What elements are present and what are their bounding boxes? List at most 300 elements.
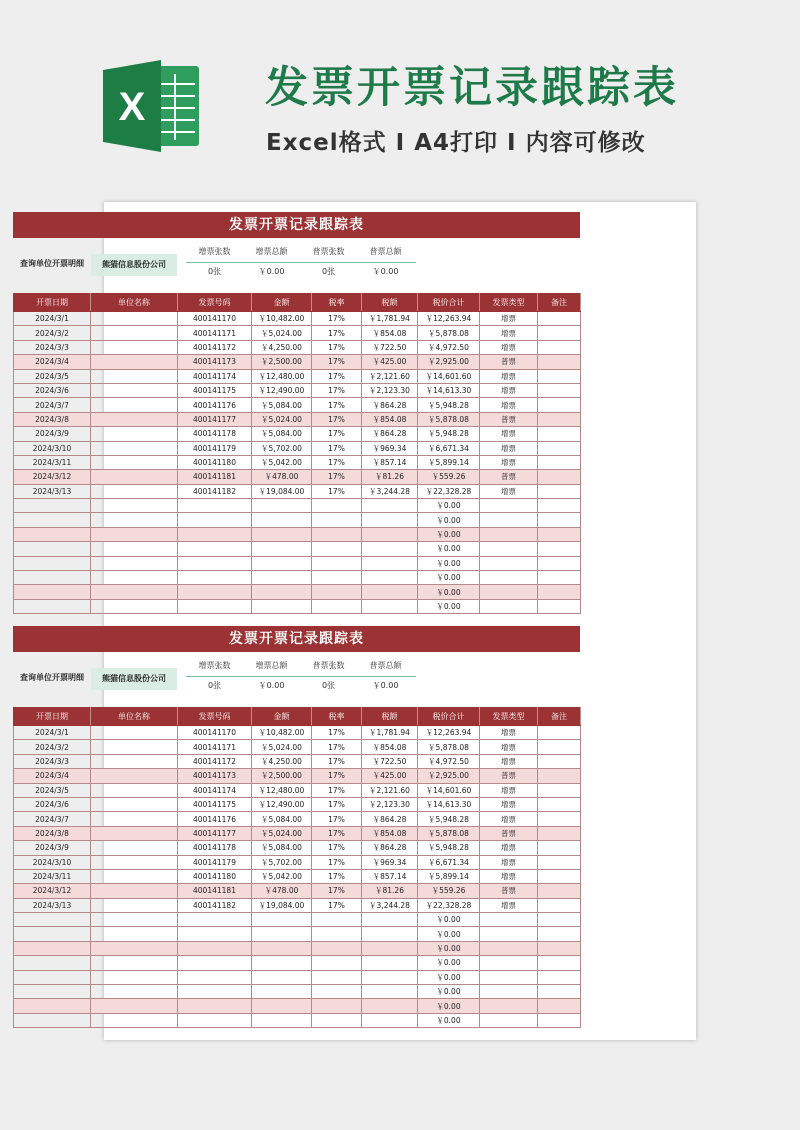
- table-cell[interactable]: [91, 556, 178, 570]
- table-cell[interactable]: ￥5,948.28: [418, 427, 480, 441]
- table-cell[interactable]: ￥81.26: [362, 470, 418, 484]
- table-cell[interactable]: [14, 571, 91, 585]
- table-cell[interactable]: [538, 571, 581, 585]
- table-cell[interactable]: 2024/3/11: [14, 455, 91, 469]
- table-cell[interactable]: 增票: [480, 312, 538, 326]
- table-cell[interactable]: 400141175: [178, 797, 252, 811]
- table-cell[interactable]: [91, 812, 178, 826]
- table-cell[interactable]: [91, 455, 178, 469]
- table-cell[interactable]: [14, 499, 91, 513]
- table-cell[interactable]: [178, 542, 252, 556]
- table-cell[interactable]: [14, 542, 91, 556]
- table-cell[interactable]: [91, 754, 178, 768]
- table-cell[interactable]: [480, 599, 538, 613]
- table-cell[interactable]: 2024/3/5: [14, 369, 91, 383]
- table-cell[interactable]: [178, 913, 252, 927]
- table-cell[interactable]: [312, 985, 362, 999]
- table-cell[interactable]: ￥5,899.14: [418, 869, 480, 883]
- table-cell[interactable]: 17%: [312, 898, 362, 912]
- table-cell[interactable]: [252, 542, 312, 556]
- table-cell[interactable]: [252, 599, 312, 613]
- table-cell[interactable]: 400141174: [178, 783, 252, 797]
- table-cell[interactable]: [91, 312, 178, 326]
- table-cell[interactable]: ￥14,613.30: [418, 383, 480, 397]
- table-cell[interactable]: [538, 326, 581, 340]
- table-cell[interactable]: 400141179: [178, 855, 252, 869]
- table-cell[interactable]: [91, 841, 178, 855]
- table-cell[interactable]: [252, 585, 312, 599]
- table-cell[interactable]: ￥1,781.94: [362, 312, 418, 326]
- table-cell[interactable]: [178, 941, 252, 955]
- table-cell[interactable]: [538, 855, 581, 869]
- table-cell[interactable]: [538, 841, 581, 855]
- table-cell[interactable]: ￥722.50: [362, 754, 418, 768]
- table-cell[interactable]: ￥5,948.28: [418, 812, 480, 826]
- table-cell[interactable]: 400141171: [178, 326, 252, 340]
- table-cell[interactable]: 增票: [480, 326, 538, 340]
- table-cell[interactable]: [91, 383, 178, 397]
- table-cell[interactable]: 400141181: [178, 884, 252, 898]
- table-cell[interactable]: [538, 1013, 581, 1027]
- table-cell[interactable]: [252, 956, 312, 970]
- table-cell[interactable]: 17%: [312, 355, 362, 369]
- table-cell[interactable]: 17%: [312, 884, 362, 898]
- table-cell[interactable]: 17%: [312, 312, 362, 326]
- table-cell[interactable]: [362, 499, 418, 513]
- table-cell[interactable]: ￥6,671.34: [418, 855, 480, 869]
- table-cell[interactable]: [178, 571, 252, 585]
- table-cell[interactable]: ￥5,948.28: [418, 841, 480, 855]
- table-cell[interactable]: 2024/3/2: [14, 740, 91, 754]
- table-cell[interactable]: 400141173: [178, 769, 252, 783]
- table-cell[interactable]: 17%: [312, 398, 362, 412]
- table-cell[interactable]: 400141180: [178, 869, 252, 883]
- table-cell[interactable]: 400141179: [178, 441, 252, 455]
- table-cell[interactable]: ￥0.00: [418, 585, 480, 599]
- table-cell[interactable]: ￥854.08: [362, 326, 418, 340]
- table-cell[interactable]: ￥5,024.00: [252, 412, 312, 426]
- table-cell[interactable]: 增票: [480, 797, 538, 811]
- table-cell[interactable]: ￥969.34: [362, 855, 418, 869]
- table-cell[interactable]: [91, 441, 178, 455]
- table-cell[interactable]: ￥81.26: [362, 884, 418, 898]
- table-cell[interactable]: ￥2,500.00: [252, 355, 312, 369]
- table-cell[interactable]: [91, 999, 178, 1013]
- table-cell[interactable]: ￥478.00: [252, 884, 312, 898]
- table-cell[interactable]: [91, 484, 178, 498]
- table-cell[interactable]: ￥722.50: [362, 340, 418, 354]
- table-cell[interactable]: 400141181: [178, 470, 252, 484]
- table-cell[interactable]: ￥5,702.00: [252, 855, 312, 869]
- table-cell[interactable]: ￥854.08: [362, 740, 418, 754]
- table-cell[interactable]: [91, 369, 178, 383]
- table-cell[interactable]: [178, 1013, 252, 1027]
- table-cell[interactable]: 400141171: [178, 740, 252, 754]
- table-cell[interactable]: [91, 571, 178, 585]
- table-cell[interactable]: ￥22,328.28: [418, 898, 480, 912]
- table-cell[interactable]: ￥12,490.00: [252, 797, 312, 811]
- table-cell[interactable]: [538, 585, 581, 599]
- table-cell[interactable]: [362, 556, 418, 570]
- table-cell[interactable]: [362, 999, 418, 1013]
- table-cell[interactable]: [91, 326, 178, 340]
- table-cell[interactable]: [538, 769, 581, 783]
- table-cell[interactable]: 普票: [480, 355, 538, 369]
- table-cell[interactable]: [91, 985, 178, 999]
- table-cell[interactable]: 400141178: [178, 427, 252, 441]
- table-cell[interactable]: [252, 970, 312, 984]
- table-cell[interactable]: 增票: [480, 484, 538, 498]
- table-cell[interactable]: [252, 941, 312, 955]
- table-cell[interactable]: 400141178: [178, 841, 252, 855]
- table-cell[interactable]: [362, 599, 418, 613]
- table-cell[interactable]: [91, 427, 178, 441]
- table-cell[interactable]: ￥5,878.08: [418, 826, 480, 840]
- table-cell[interactable]: [91, 740, 178, 754]
- table-cell[interactable]: [538, 999, 581, 1013]
- table-cell[interactable]: 2024/3/2: [14, 326, 91, 340]
- table-cell[interactable]: [252, 999, 312, 1013]
- table-cell[interactable]: ￥969.34: [362, 441, 418, 455]
- table-cell[interactable]: [480, 585, 538, 599]
- table-cell[interactable]: [480, 556, 538, 570]
- table-cell[interactable]: 普票: [480, 884, 538, 898]
- table-cell[interactable]: 17%: [312, 783, 362, 797]
- table-cell[interactable]: [312, 513, 362, 527]
- table-cell[interactable]: ￥4,250.00: [252, 754, 312, 768]
- table-cell[interactable]: [91, 797, 178, 811]
- table-cell[interactable]: [312, 941, 362, 955]
- table-cell[interactable]: [312, 999, 362, 1013]
- table-cell[interactable]: [538, 783, 581, 797]
- table-cell[interactable]: ￥3,244.28: [362, 484, 418, 498]
- table-cell[interactable]: 17%: [312, 841, 362, 855]
- table-cell[interactable]: [178, 599, 252, 613]
- table-cell[interactable]: ￥5,042.00: [252, 869, 312, 883]
- table-cell[interactable]: [178, 585, 252, 599]
- table-cell[interactable]: [91, 513, 178, 527]
- table-cell[interactable]: ￥2,925.00: [418, 769, 480, 783]
- table-cell[interactable]: 增票: [480, 398, 538, 412]
- table-cell[interactable]: 2024/3/1: [14, 312, 91, 326]
- table-cell[interactable]: [91, 913, 178, 927]
- table-cell[interactable]: [312, 927, 362, 941]
- table-cell[interactable]: 17%: [312, 326, 362, 340]
- company-field[interactable]: 熊猫信息股份公司: [91, 668, 177, 690]
- table-cell[interactable]: 2024/3/8: [14, 826, 91, 840]
- table-cell[interactable]: 400141172: [178, 754, 252, 768]
- table-cell[interactable]: ￥5,084.00: [252, 841, 312, 855]
- table-cell[interactable]: [91, 769, 178, 783]
- table-cell[interactable]: [480, 513, 538, 527]
- table-cell[interactable]: [538, 484, 581, 498]
- table-cell[interactable]: ￥0.00: [418, 927, 480, 941]
- table-cell[interactable]: [91, 499, 178, 513]
- table-cell[interactable]: ￥4,972.50: [418, 754, 480, 768]
- table-cell[interactable]: 2024/3/1: [14, 726, 91, 740]
- table-cell[interactable]: [312, 599, 362, 613]
- table-cell[interactable]: ￥2,121.60: [362, 783, 418, 797]
- table-cell[interactable]: 2024/3/7: [14, 812, 91, 826]
- table-cell[interactable]: ￥19,084.00: [252, 898, 312, 912]
- table-cell[interactable]: ￥0.00: [418, 542, 480, 556]
- table-cell[interactable]: 2024/3/13: [14, 898, 91, 912]
- table-cell[interactable]: [252, 913, 312, 927]
- table-cell[interactable]: [91, 884, 178, 898]
- table-cell[interactable]: 17%: [312, 455, 362, 469]
- table-cell[interactable]: [538, 383, 581, 397]
- table-cell[interactable]: [91, 869, 178, 883]
- table-cell[interactable]: ￥0.00: [418, 970, 480, 984]
- table-cell[interactable]: ￥425.00: [362, 769, 418, 783]
- table-cell[interactable]: [14, 985, 91, 999]
- table-cell[interactable]: 增票: [480, 383, 538, 397]
- table-cell[interactable]: 2024/3/3: [14, 754, 91, 768]
- table-cell[interactable]: [178, 985, 252, 999]
- table-cell[interactable]: ￥854.08: [362, 826, 418, 840]
- table-cell[interactable]: ￥5,899.14: [418, 455, 480, 469]
- table-cell[interactable]: [538, 797, 581, 811]
- table-cell[interactable]: ￥0.00: [418, 985, 480, 999]
- table-cell[interactable]: [91, 585, 178, 599]
- table-cell[interactable]: [312, 499, 362, 513]
- table-cell[interactable]: 增票: [480, 455, 538, 469]
- table-cell[interactable]: [538, 369, 581, 383]
- table-cell[interactable]: ￥19,084.00: [252, 484, 312, 498]
- table-cell[interactable]: 400141177: [178, 412, 252, 426]
- table-cell[interactable]: [91, 927, 178, 941]
- table-cell[interactable]: [362, 542, 418, 556]
- table-cell[interactable]: ￥5,084.00: [252, 427, 312, 441]
- table-cell[interactable]: [91, 355, 178, 369]
- table-cell[interactable]: 17%: [312, 369, 362, 383]
- table-cell[interactable]: 400141176: [178, 398, 252, 412]
- table-cell[interactable]: [91, 783, 178, 797]
- table-cell[interactable]: 增票: [480, 855, 538, 869]
- table-cell[interactable]: 17%: [312, 797, 362, 811]
- table-cell[interactable]: 2024/3/10: [14, 855, 91, 869]
- table-cell[interactable]: ￥4,250.00: [252, 340, 312, 354]
- table-cell[interactable]: [538, 355, 581, 369]
- table-cell[interactable]: [480, 956, 538, 970]
- table-cell[interactable]: 17%: [312, 412, 362, 426]
- table-cell[interactable]: [91, 956, 178, 970]
- table-cell[interactable]: ￥864.28: [362, 841, 418, 855]
- table-cell[interactable]: 2024/3/6: [14, 797, 91, 811]
- table-cell[interactable]: [480, 999, 538, 1013]
- table-cell[interactable]: [91, 826, 178, 840]
- table-cell[interactable]: ￥5,024.00: [252, 326, 312, 340]
- table-cell[interactable]: [480, 913, 538, 927]
- table-cell[interactable]: 增票: [480, 740, 538, 754]
- table-cell[interactable]: 400141176: [178, 812, 252, 826]
- table-cell[interactable]: [178, 999, 252, 1013]
- table-cell[interactable]: [480, 927, 538, 941]
- table-cell[interactable]: 400141174: [178, 369, 252, 383]
- table-cell[interactable]: 2024/3/10: [14, 441, 91, 455]
- table-cell[interactable]: [480, 985, 538, 999]
- table-cell[interactable]: 增票: [480, 812, 538, 826]
- table-cell[interactable]: [538, 340, 581, 354]
- table-cell[interactable]: 400141180: [178, 455, 252, 469]
- table-cell[interactable]: [14, 513, 91, 527]
- table-cell[interactable]: 2024/3/9: [14, 427, 91, 441]
- table-cell[interactable]: [480, 542, 538, 556]
- table-cell[interactable]: [538, 312, 581, 326]
- table-cell[interactable]: 增票: [480, 340, 538, 354]
- table-cell[interactable]: [362, 513, 418, 527]
- table-cell[interactable]: 增票: [480, 783, 538, 797]
- table-cell[interactable]: 普票: [480, 769, 538, 783]
- table-cell[interactable]: ￥6,671.34: [418, 441, 480, 455]
- table-cell[interactable]: [14, 527, 91, 541]
- table-cell[interactable]: [362, 527, 418, 541]
- table-cell[interactable]: [538, 513, 581, 527]
- table-cell[interactable]: 2024/3/4: [14, 769, 91, 783]
- table-cell[interactable]: [91, 412, 178, 426]
- table-cell[interactable]: 增票: [480, 841, 538, 855]
- table-cell[interactable]: ￥864.28: [362, 812, 418, 826]
- table-cell[interactable]: [312, 585, 362, 599]
- table-cell[interactable]: [538, 527, 581, 541]
- table-cell[interactable]: 400141182: [178, 484, 252, 498]
- table-cell[interactable]: 400141170: [178, 312, 252, 326]
- table-cell[interactable]: [252, 1013, 312, 1027]
- table-cell[interactable]: ￥22,328.28: [418, 484, 480, 498]
- table-cell[interactable]: [480, 970, 538, 984]
- table-cell[interactable]: ￥5,042.00: [252, 455, 312, 469]
- table-cell[interactable]: ￥5,024.00: [252, 826, 312, 840]
- table-cell[interactable]: ￥559.26: [418, 884, 480, 898]
- table-cell[interactable]: ￥864.28: [362, 398, 418, 412]
- table-cell[interactable]: ￥3,244.28: [362, 898, 418, 912]
- table-cell[interactable]: 400141177: [178, 826, 252, 840]
- table-cell[interactable]: 17%: [312, 441, 362, 455]
- table-cell[interactable]: ￥10,482.00: [252, 312, 312, 326]
- table-cell[interactable]: [178, 956, 252, 970]
- table-cell[interactable]: ￥2,123.30: [362, 383, 418, 397]
- table-cell[interactable]: [362, 970, 418, 984]
- company-field[interactable]: 熊猫信息股份公司: [91, 254, 177, 276]
- table-cell[interactable]: [178, 556, 252, 570]
- table-cell[interactable]: [252, 513, 312, 527]
- table-cell[interactable]: [538, 412, 581, 426]
- table-cell[interactable]: [538, 898, 581, 912]
- table-cell[interactable]: ￥5,702.00: [252, 441, 312, 455]
- table-cell[interactable]: [312, 913, 362, 927]
- table-cell[interactable]: [252, 571, 312, 585]
- table-cell[interactable]: 17%: [312, 826, 362, 840]
- table-cell[interactable]: ￥0.00: [418, 499, 480, 513]
- table-cell[interactable]: [91, 1013, 178, 1027]
- table-cell[interactable]: [178, 513, 252, 527]
- table-cell[interactable]: [538, 398, 581, 412]
- table-cell[interactable]: [480, 571, 538, 585]
- table-cell[interactable]: 增票: [480, 427, 538, 441]
- table-cell[interactable]: 17%: [312, 855, 362, 869]
- table-cell[interactable]: [538, 599, 581, 613]
- table-cell[interactable]: ￥559.26: [418, 470, 480, 484]
- table-cell[interactable]: ￥0.00: [418, 513, 480, 527]
- table-cell[interactable]: [178, 970, 252, 984]
- table-cell[interactable]: [538, 740, 581, 754]
- table-cell[interactable]: [538, 985, 581, 999]
- table-cell[interactable]: ￥5,024.00: [252, 740, 312, 754]
- table-cell[interactable]: ￥5,084.00: [252, 398, 312, 412]
- table-cell[interactable]: ￥5,084.00: [252, 812, 312, 826]
- table-cell[interactable]: ￥425.00: [362, 355, 418, 369]
- table-cell[interactable]: 400141182: [178, 898, 252, 912]
- table-cell[interactable]: 增票: [480, 869, 538, 883]
- table-cell[interactable]: [252, 527, 312, 541]
- table-cell[interactable]: 17%: [312, 769, 362, 783]
- table-cell[interactable]: [14, 599, 91, 613]
- table-cell[interactable]: ￥5,878.08: [418, 326, 480, 340]
- table-cell[interactable]: ￥0.00: [418, 999, 480, 1013]
- table-cell[interactable]: ￥14,601.60: [418, 369, 480, 383]
- table-cell[interactable]: [362, 913, 418, 927]
- table-cell[interactable]: 2024/3/13: [14, 484, 91, 498]
- table-cell[interactable]: ￥2,121.60: [362, 369, 418, 383]
- table-cell[interactable]: 2024/3/3: [14, 340, 91, 354]
- table-cell[interactable]: 2024/3/6: [14, 383, 91, 397]
- table-cell[interactable]: ￥14,601.60: [418, 783, 480, 797]
- table-cell[interactable]: [91, 542, 178, 556]
- table-cell[interactable]: [91, 898, 178, 912]
- table-cell[interactable]: ￥0.00: [418, 941, 480, 955]
- table-cell[interactable]: [538, 542, 581, 556]
- table-cell[interactable]: 增票: [480, 726, 538, 740]
- table-cell[interactable]: [538, 499, 581, 513]
- table-cell[interactable]: [14, 970, 91, 984]
- table-cell[interactable]: 2024/3/11: [14, 869, 91, 883]
- table-cell[interactable]: ￥2,925.00: [418, 355, 480, 369]
- table-cell[interactable]: ￥12,490.00: [252, 383, 312, 397]
- table-cell[interactable]: 17%: [312, 340, 362, 354]
- table-cell[interactable]: [91, 941, 178, 955]
- table-cell[interactable]: 2024/3/4: [14, 355, 91, 369]
- table-cell[interactable]: [252, 499, 312, 513]
- table-cell[interactable]: [312, 571, 362, 585]
- table-cell[interactable]: [14, 956, 91, 970]
- table-cell[interactable]: [362, 585, 418, 599]
- table-cell[interactable]: [14, 913, 91, 927]
- table-cell[interactable]: ￥12,263.94: [418, 312, 480, 326]
- table-cell[interactable]: [362, 1013, 418, 1027]
- table-cell[interactable]: [538, 941, 581, 955]
- table-cell[interactable]: 17%: [312, 754, 362, 768]
- table-cell[interactable]: ￥5,948.28: [418, 398, 480, 412]
- table-cell[interactable]: [480, 941, 538, 955]
- table-cell[interactable]: 17%: [312, 812, 362, 826]
- table-cell[interactable]: ￥857.14: [362, 455, 418, 469]
- table-cell[interactable]: [538, 427, 581, 441]
- table-cell[interactable]: ￥0.00: [418, 556, 480, 570]
- table-cell[interactable]: 增票: [480, 754, 538, 768]
- table-cell[interactable]: 普票: [480, 826, 538, 840]
- table-cell[interactable]: [480, 1013, 538, 1027]
- table-cell[interactable]: [91, 470, 178, 484]
- table-cell[interactable]: 17%: [312, 383, 362, 397]
- table-cell[interactable]: [480, 499, 538, 513]
- table-cell[interactable]: ￥0.00: [418, 1013, 480, 1027]
- table-cell[interactable]: [538, 884, 581, 898]
- table-cell[interactable]: ￥1,781.94: [362, 726, 418, 740]
- table-cell[interactable]: [178, 527, 252, 541]
- table-cell[interactable]: 2024/3/5: [14, 783, 91, 797]
- table-cell[interactable]: [312, 1013, 362, 1027]
- table-cell[interactable]: ￥857.14: [362, 869, 418, 883]
